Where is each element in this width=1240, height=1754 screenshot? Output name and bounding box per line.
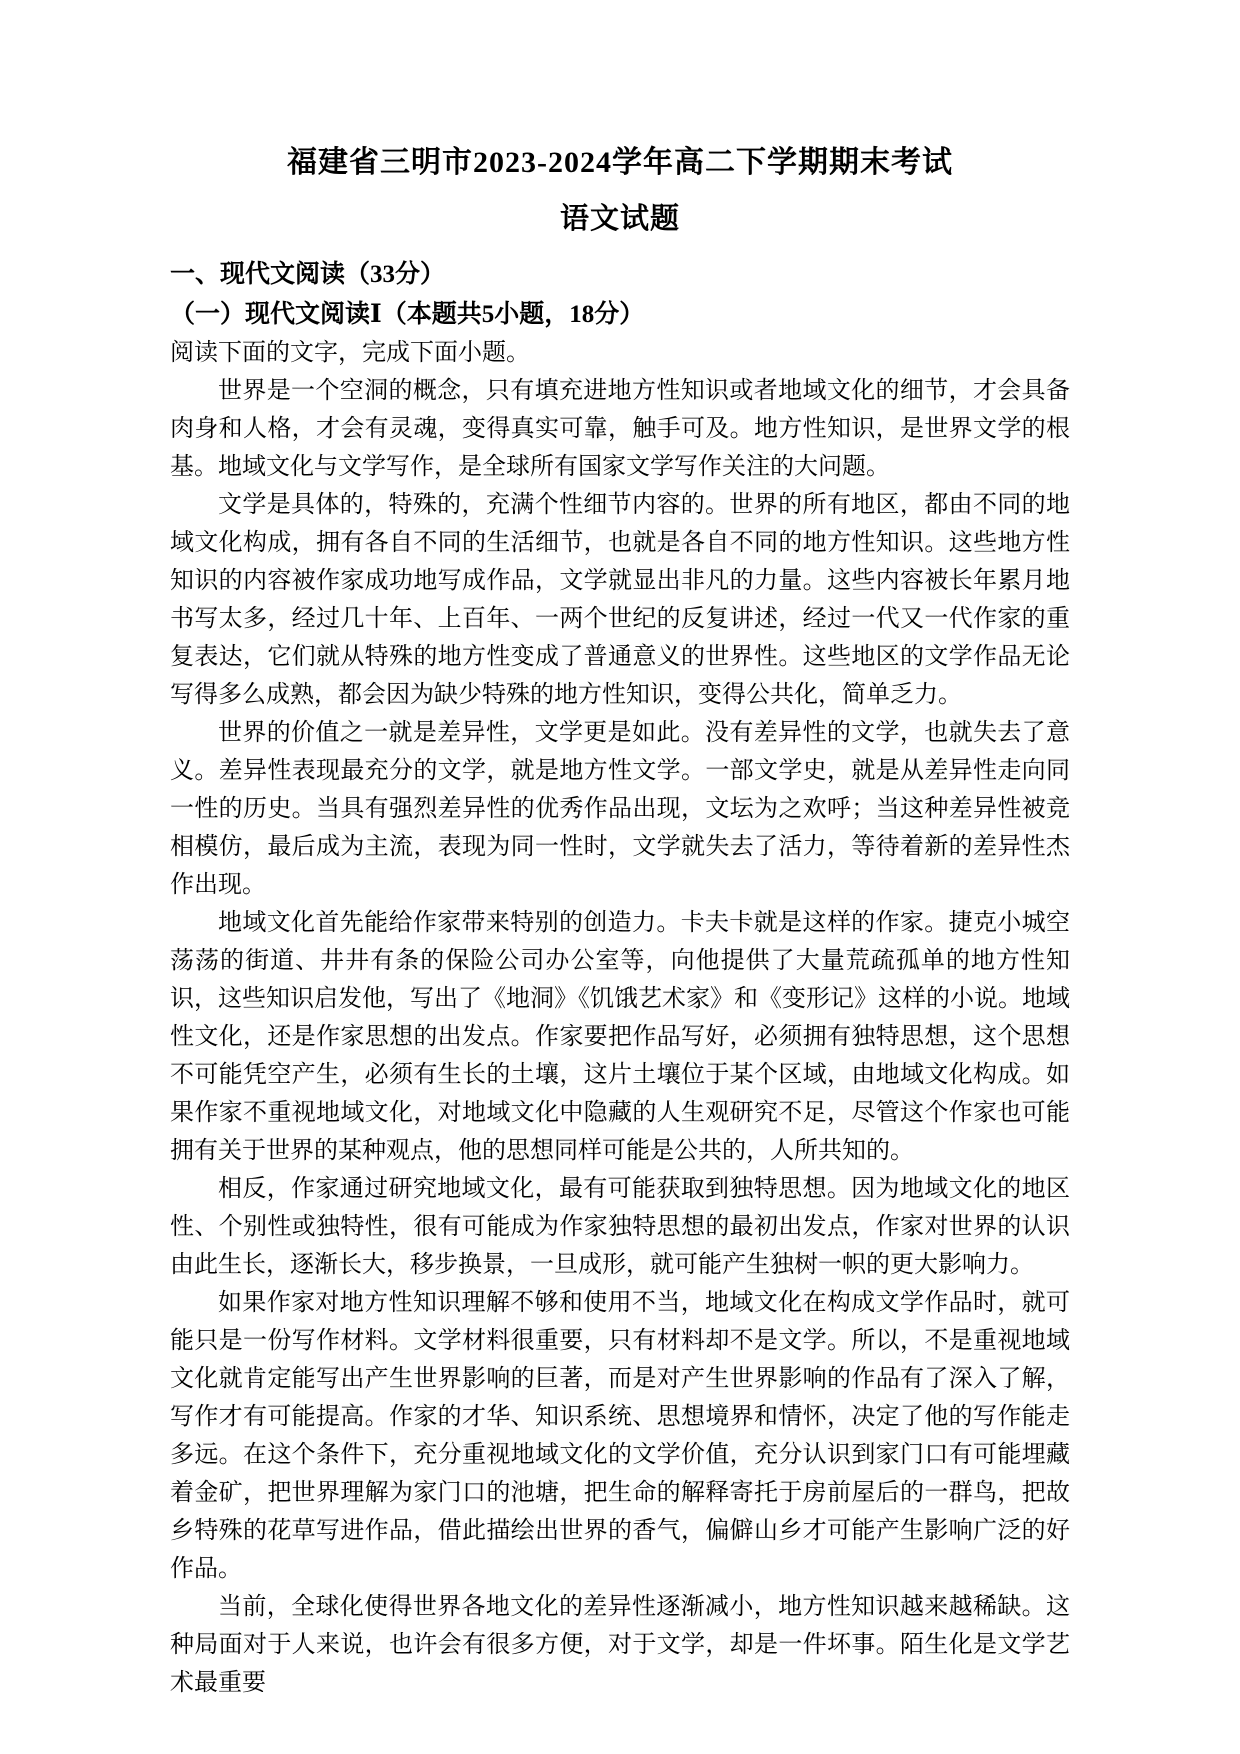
reading-passage xyxy=(170,372,1070,1702)
passage-paragraph-2: 文学是具体的，特殊的，充满个性细节内容的。世界的所有地区，都由不同的地域文化构成，拥有各自不同的生活细节，也就是各自不同的地方性知识。这些地方性知识的内容被作家成功地写成作品，文学就显出非凡的力量。这些内容被长年累月地书写太多，经过几十年、上百年、一两个世纪的反复讲述，经过一代又一代作家的重复表达，它们就从特殊的地方性变成了普通意义的世界性。这些地区的文学作品无论写得多么成熟，都会因为缺少特殊的地方性知识，变得公共化，简单乏力。 xyxy=(170,492,1070,708)
passage-paragraph-5: 相反，作家通过研究地域文化，最有可能获取到独特思想。因为地域文化的地区性、个别性或独特性，很有可能成为作家独特思想的最初出发点，作家对世界的认识由此生长，逐渐长大，移步换景，一旦成形，就可能产生独树一帜的更大影响力。 xyxy=(170,1176,1070,1278)
reading-instruction: 阅读下面的文字，完成下面小题。 xyxy=(170,340,530,366)
passage-paragraph-1: 世界是一个空洞的概念，只有填充进地方性知识或者地域文化的细节，才会具备肉身和人格，才会有灵魂，变得真实可靠，触手可及。地方性知识，是世界文学的根基。地域文化与文学写作，是全球所有国家文学写作关注的大问题。 xyxy=(170,378,1070,480)
document-title: 福建省三明市2023-2024学年高二下学期期末考试 xyxy=(287,146,953,179)
passage-paragraph-3: 世界的价值之一就是差异性，文学更是如此。没有差异性的文学，也就失去了意义。差异性表现最充分的文学，就是地方性文学。一部文学史，就是从差异性走向同一性的历史。当具有强烈差异性的优秀作品出现，文坛为之欢呼；当这种差异性被竞相模仿，最后成为主流，表现为同一性时，文学就失去了活力，等待着新的差异性杰作出现。 xyxy=(170,720,1070,898)
passage-paragraph-7: 当前，全球化使得世界各地文化的差异性逐渐减小，地方性知识越来越稀缺。这种局面对于人来说，也许会有很多方便，对于文学，却是一件坏事。陌生化是文学艺术最重要 xyxy=(170,1594,1070,1696)
section-heading-modern-reading: 一、现代文阅读（33分） xyxy=(170,261,446,288)
subsection-heading-reading-one: （一）现代文阅读Ⅰ（本题共5小题，18分） xyxy=(170,301,645,328)
passage-paragraph-6: 如果作家对地方性知识理解不够和使用不当，地域文化在构成文学作品时，就可能只是一份写作材料。文学材料很重要，只有材料却不是文学。所以，不是重视地域文化就肯定能写出产生世界影响的巨著，而是对产生世界影响的作品有了深入了解，写作才有可能提高。作家的才华、知识系统、思想境界和情怀，决定了他的写作能走多远。在这个条件下，充分重视地域文化的文学价值，充分认识到家门口有可能埋藏着金矿，把世界理解为家门口的池塘，把生命的解释寄托于房前屋后的一群鸟，把故乡特殊的花草写进作品，借此描绘出世界的香气，偏僻山乡才可能产生影响广泛的好作品。 xyxy=(170,1290,1070,1582)
passage-paragraph-4: 地域文化首先能给作家带来特别的创造力。卡夫卡就是这样的作家。捷克小城空荡荡的街道、井井有条的保险公司办公室等，向他提供了大量荒疏孤单的地方性知识，这些知识启发他，写出了《地洞》《饥饿艺术家》和《变形记》这样的小说。地域性文化，还是作家思想的出发点。作家要把作品写好，必须拥有独特思想，这个思想不可能凭空产生，必须有生长的土壤，这片土壤位于某个区域，由地域文化构成。如果作家不重视地域文化，对地域文化中隐藏的人生观研究不足，尽管这个作家也可能拥有关于世界的某种观点，他的思想同样可能是公共的，人所共知的。 xyxy=(170,910,1070,1164)
document-subtitle: 语文试题 xyxy=(559,203,680,235)
